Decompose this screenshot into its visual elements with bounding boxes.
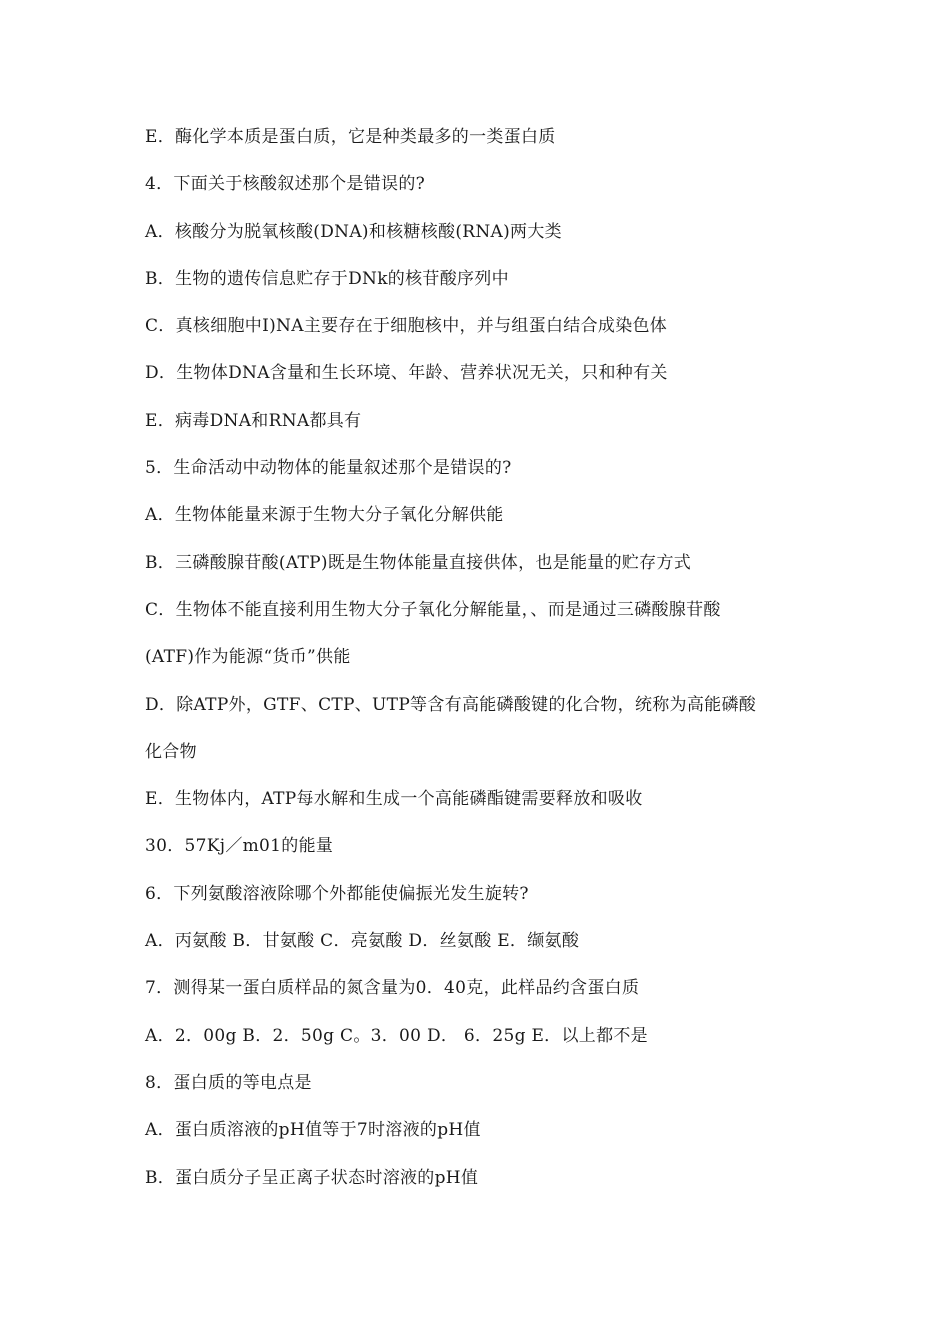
question-7-stem: 7．测得某一蛋白质样品的氮含量为0．40克，此样品约含蛋白质 [145,978,640,999]
question-4-option-d: D．生物体DNA含量和生长环境、年龄、营养状况无关，只和种有关 [145,363,668,384]
question-5-option-c-cont: (ATF)作为能源“货币”供能 [145,647,351,668]
question-8-option-b: B．蛋白质分子呈正离子状态时溶液的pH值 [145,1167,479,1188]
question-5-option-a: A．生物体能量来源于生物大分子氧化分解供能 [145,505,504,526]
question-5-option-d-cont: 化合物 [145,741,197,762]
question-4-stem: 4．下面关于核酸叙述那个是错误的? [145,174,426,195]
question-4-option-c: C．真核细胞中I)NA主要存在于细胞核中，并与组蛋白结合成染色体 [145,316,668,337]
question-5-option-d: D．除ATP外，GTF、CTP、UTP等含有高能磷酸键的化合物，统称为高能磷酸 [145,694,757,715]
question-6-options: A．丙氨酸 B．甘氨酸 C．亮氨酸 D．丝氨酸 E．缬氨酸 [145,931,580,952]
question-4-option-a: A．核酸分为脱氧核酸(DNA)和核糖核酸(RNA)两大类 [145,221,562,242]
question-8-stem: 8．蛋白质的等电点是 [145,1072,312,1093]
question-7-options: A．2．00g B．2．50g C。3．00 D． 6．25g E．以上都不是 [145,1025,648,1046]
text-line: E．酶化学本质是蛋白质，它是种类最多的一类蛋白质 [145,127,556,147]
question-5-option-e: E．生物体内，ATP每水解和生成一个高能磷酯键需要释放和吸收 [145,789,643,810]
question-5-option-e-cont: 30．57Kj／m01的能量 [145,836,334,857]
document-body [145,120,845,1208]
question-5-stem: 5．生命活动中动物体的能量叙述那个是错误的? [145,458,512,479]
question-8-option-a: A．蛋白质溶液的pH值等于7时溶液的pH值 [145,1120,481,1141]
question-5-option-b: B．三磷酸腺苷酸(ATP)既是生物体能量直接供体，也是能量的贮存方式 [145,552,692,573]
question-5-option-c: C．生物体不能直接利用生物大分子氧化分解能量，、而是通过三磷酸腺苷酸 [145,599,721,620]
question-4-option-b: B．生物的遗传信息贮存于DNk的核苷酸序列中 [145,268,509,289]
question-4-option-e: E．病毒DNA和RNA都具有 [145,410,362,431]
question-6-stem: 6．下列氨酸溶液除哪个外都能使偏振光发生旋转? [145,883,529,904]
